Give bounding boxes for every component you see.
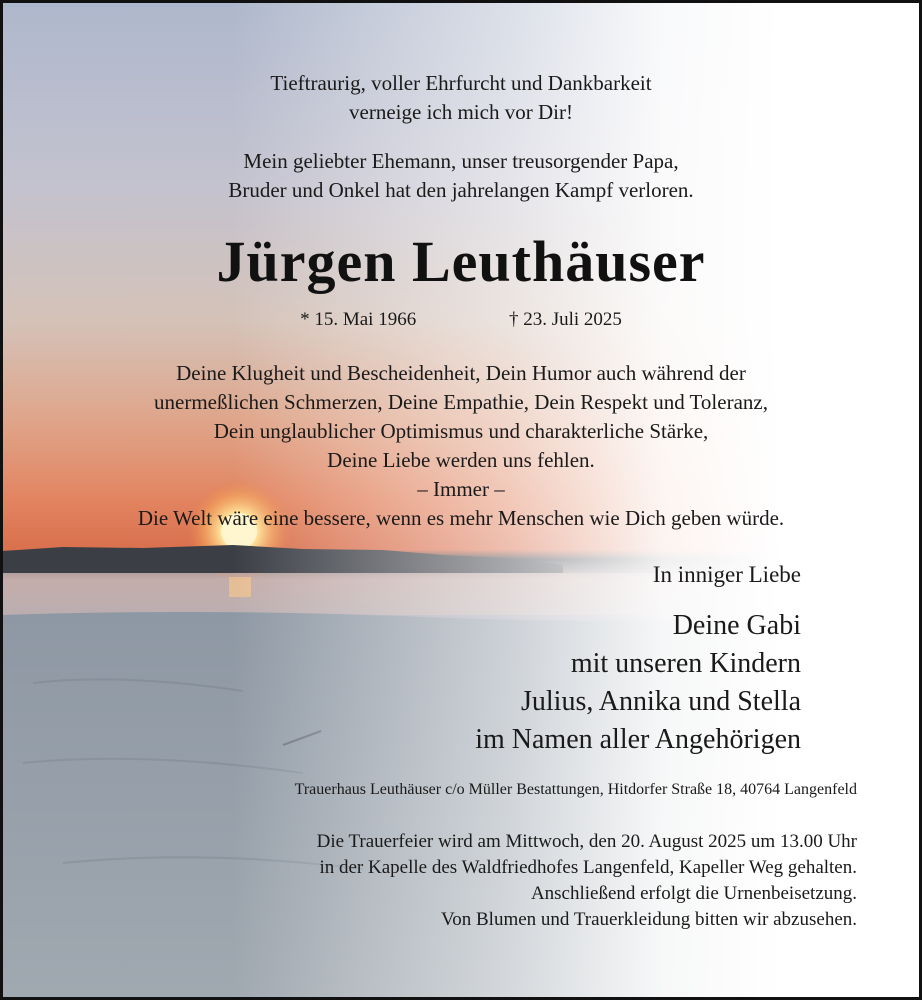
mourners-list bbox=[475, 607, 801, 759]
ceremony-line: Anschließend erfolgt die Urnenbeisetzung. bbox=[530, 883, 857, 904]
tribute-line: – Immer – bbox=[417, 477, 505, 501]
death-date: † 23. Juli 2025 bbox=[508, 309, 622, 330]
mourner-line: Julius, Annika und Stella bbox=[521, 686, 801, 717]
ceremony-line: Die Trauerfeier wird am Mittwoch, den 20. August 2025 um 13.00 Uhr bbox=[316, 831, 857, 852]
tribute-line: Dein unglaublicher Optimismus und charakterliche Stärke, bbox=[213, 419, 709, 443]
mourner-line: mit unseren Kindern bbox=[570, 648, 801, 679]
tribute-line: Deine Klugheit und Bescheidenheit, Dein Humor auch während der bbox=[176, 361, 746, 385]
ceremony-line: Von Blumen und Trauerkleidung bitten wir abzusehen. bbox=[440, 909, 857, 930]
announcement-line: Mein geliebter Ehemann, unser treusorgender Papa, bbox=[243, 149, 679, 173]
life-dates bbox=[3, 307, 919, 333]
tribute-line: Die Welt wäre eine bessere, wenn es mehr Menschen wie Dich geben würde. bbox=[137, 506, 785, 530]
deceased-name: Jürgen Leuthäuser bbox=[216, 229, 706, 294]
tribute-line: unermeßlichen Schmerzen, Deine Empathie, Dein Respekt und Toleranz, bbox=[154, 390, 768, 414]
announcement-text bbox=[3, 147, 919, 205]
farewell-phrase: In inniger Liebe bbox=[652, 562, 801, 587]
tribute-text bbox=[3, 359, 919, 533]
announcement-line: Bruder und Onkel hat den jahrelangen Kampf verloren. bbox=[228, 178, 694, 202]
ceremony-info bbox=[317, 829, 857, 933]
mourner-line: Deine Gabi bbox=[672, 610, 801, 641]
ceremony-line: in der Kapelle des Waldfriedhofes Langenfeld, Kapeller Weg gehalten. bbox=[319, 857, 857, 878]
intro-line: Tieftraurig, voller Ehrfurcht und Dankbarkeit bbox=[270, 71, 652, 95]
mourner-line: im Namen aller Angehörigen bbox=[475, 724, 801, 755]
tribute-line: Deine Liebe werden uns fehlen. bbox=[327, 448, 595, 472]
intro-text bbox=[3, 69, 919, 127]
intro-line: verneige ich mich vor Dir! bbox=[349, 100, 573, 124]
birth-date: * 15. Mai 1966 bbox=[300, 309, 417, 330]
mourning-address: Trauerhaus Leuthäuser c/o Müller Bestattungen, Hitdorfer Straße 18, 40764 Langenfeld bbox=[294, 781, 857, 798]
